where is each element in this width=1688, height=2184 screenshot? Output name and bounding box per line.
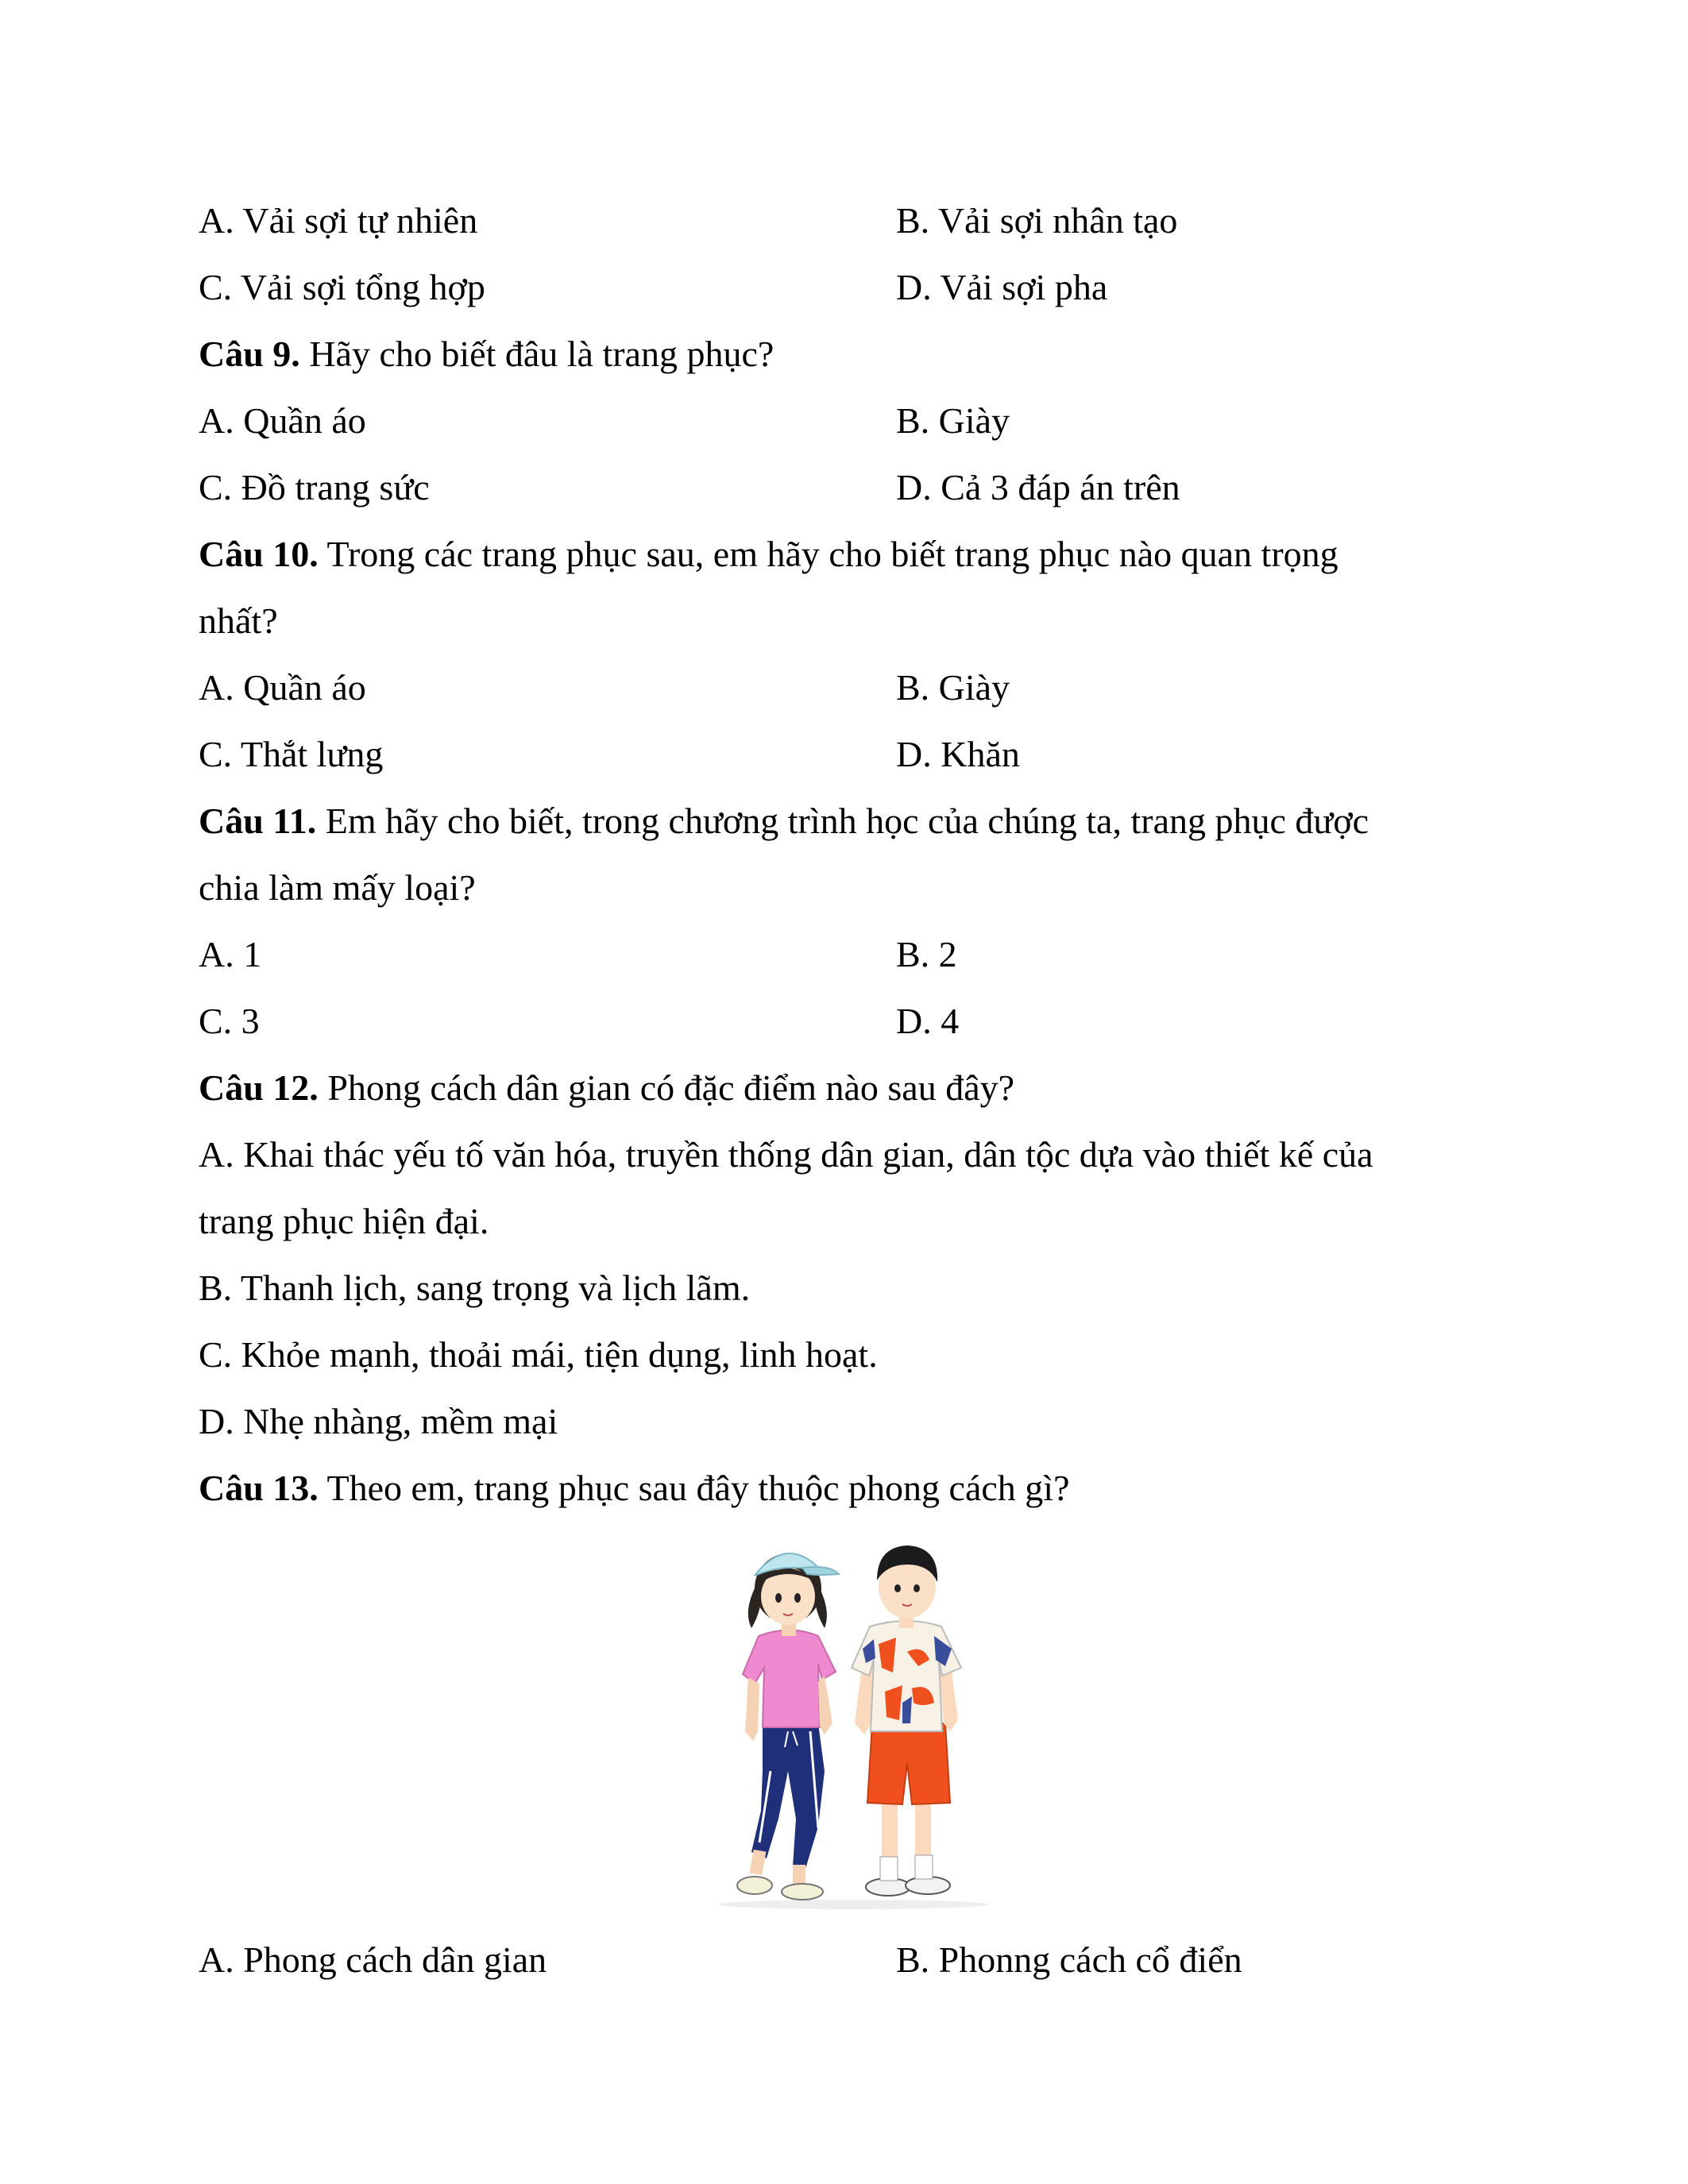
q13-option-a: A. Phong cách dân gian [199,1939,547,1980]
q10-text-line2: nhất? [199,600,278,641]
children-outfit-illustration [699,1533,1009,1914]
q9-option-c: C. Đồ trang sức [199,467,430,507]
q13-question [199,1466,1070,1511]
q11-text-line2: chia làm mấy loại? [199,867,476,908]
boy-figure [852,1545,961,1896]
q10-option-b: B. Giày [896,667,1010,708]
q11-option-b: B. 2 [896,934,957,974]
q10-option-c: C. Thắt lưng [199,734,384,774]
q12-option-a-line2: trang phục hiện đại. [199,1201,489,1241]
q10-question [199,532,1338,577]
q9-text: Hãy cho biết đâu là trang phục? [299,334,774,374]
q12-option-b: B. Thanh lịch, sang trọng và lịch lãm. [199,1268,751,1308]
q11-question [199,799,1369,843]
q8-option-c: C. Vải sợi tổng hợp [199,267,485,307]
q12-option-d: D. Nhẹ nhàng, mềm mại [199,1401,558,1441]
q11-option-d: D. 4 [896,1001,960,1041]
q13-text: Theo em, trang phục sau đây thuộc phong cách gì? [318,1468,1070,1508]
q13-label: Câu 13. [199,1468,319,1508]
q10-text-line1: Trong các trang phục sau, em hãy cho biết trang phục nào quan trọng [318,534,1338,574]
q10-option-d: D. Khăn [896,734,1020,774]
q11-text-line1: Em hãy cho biết, trong chương trình học của chúng ta, trang phục được [316,801,1369,841]
q12-option-a-line1: A. Khai thác yếu tố văn hóa, truyền thống dân gian, dân tộc dựa vào thiết kế của [199,1134,1373,1175]
q12-text: Phong cách dân gian có đặc điểm nào sau đây? [318,1067,1015,1108]
q8-option-b: B. Vải sợi nhân tạo [896,200,1178,241]
q12-label: Câu 12. [199,1067,319,1108]
q9-option-b: B. Giày [896,400,1010,441]
q8-option-a: A. Vải sợi tự nhiên [199,200,478,241]
girl-figure [737,1553,839,1900]
q13-option-b: B. Phonng cách cổ điển [896,1939,1242,1980]
q12-option-c: C. Khỏe mạnh, thoải mái, tiện dụng, linh hoạt. [199,1334,878,1375]
q11-option-c: C. 3 [199,1001,260,1041]
q8-option-d: D. Vải sợi pha [896,267,1108,307]
q9-option-a: A. Quần áo [199,400,366,441]
q11-option-a: A. 1 [199,934,262,974]
q10-label: Câu 10. [199,534,319,574]
q9-option-d: D. Cả 3 đáp án trên [896,467,1180,507]
q12-question [199,1066,1014,1110]
q9-label: Câu 9. [199,334,300,374]
q9-question [199,332,774,376]
q10-option-a: A. Quần áo [199,667,366,708]
q11-label: Câu 11. [199,801,317,841]
